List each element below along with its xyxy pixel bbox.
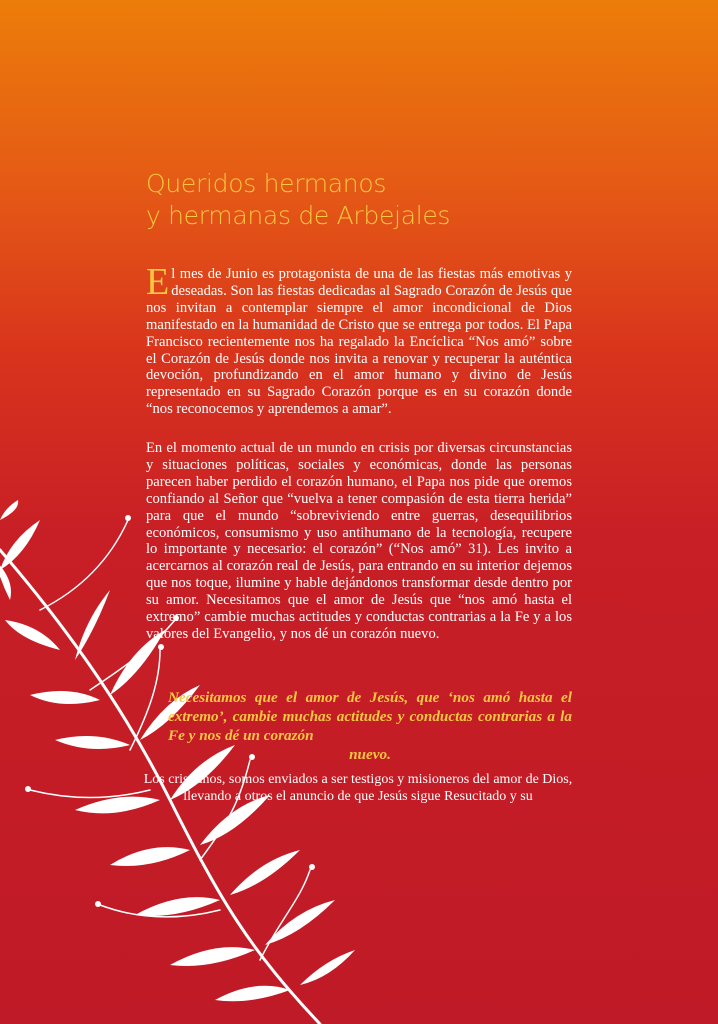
- drop-cap: E: [146, 261, 170, 303]
- pull-quote-body: Necesitamos que el amor de Jesús, que ‘nos amó hasta el extremo’, cambie muchas actitudes y conductas contrarias a la Fe y nos dé un corazón: [168, 689, 572, 744]
- body-paragraph-1: [146, 261, 572, 418]
- title-line-1: Queridos hermanos: [146, 169, 387, 198]
- page-title: [146, 168, 450, 232]
- title-line-2: y hermanas de Arbejales: [146, 201, 451, 230]
- body-paragraph-2: En el momento actual de un mundo en crisis por diversas circunstancias y situaciones políticas, sociales y económicas, donde las personas parecen haber perdido el corazón humano, el Papa nos pide que oremos confiando al Señor que “vuelva a tener compasión de esta tierra herida” para que el mundo “sobreviviendo entre guerras, desequilibrios económicos, consumismo y uso antihumano de la tecnología, recupere lo importante y necesario: el corazón” (“Nos amó” 31). Les invito a acercarnos al corazón real de Jesús, para entrando en su interior dejemos que nos toque, ilumine y hable dejándonos transformar desde dentro por su amor. Necesitamos que el amor de Jesús que “nos amó hasta el extremo” cambie muchas actitudes y conductas contrarias a la Fe y a los valores del Evangelio, y nos dé un corazón nuevo.: [146, 440, 572, 642]
- body-paragraph-3: Los cristianos, somos enviados a ser testigos y misioneros del amor de Dios, llevando a otros el anuncio de que Jesús sigue Resucitado y su: [143, 772, 573, 804]
- pull-quote: [168, 688, 572, 764]
- paragraph-1-text: l mes de Junio es protagonista de una de las fiestas más emotivas y deseadas. Son las fiestas dedicadas al Sagrado Corazón de Jesús que nos invitan a contemplar siempre el amor incondicional de Dios manifestado en la humanidad de Cristo que se entrega por todos. El Papa Francisco recientemente nos ha regalado la Encíclica “Nos amó” sobre el Corazón de Jesús donde nos invita a renovar y recuperar la auténtica devoción, profundizando en el amor humano y divino de Jesús representado en su Sagrado Corazón porque es en su corazón donde “nos reconocemos y aprendemos a amar”.: [146, 266, 572, 418]
- pull-quote-last-word: nuevo.: [349, 746, 391, 763]
